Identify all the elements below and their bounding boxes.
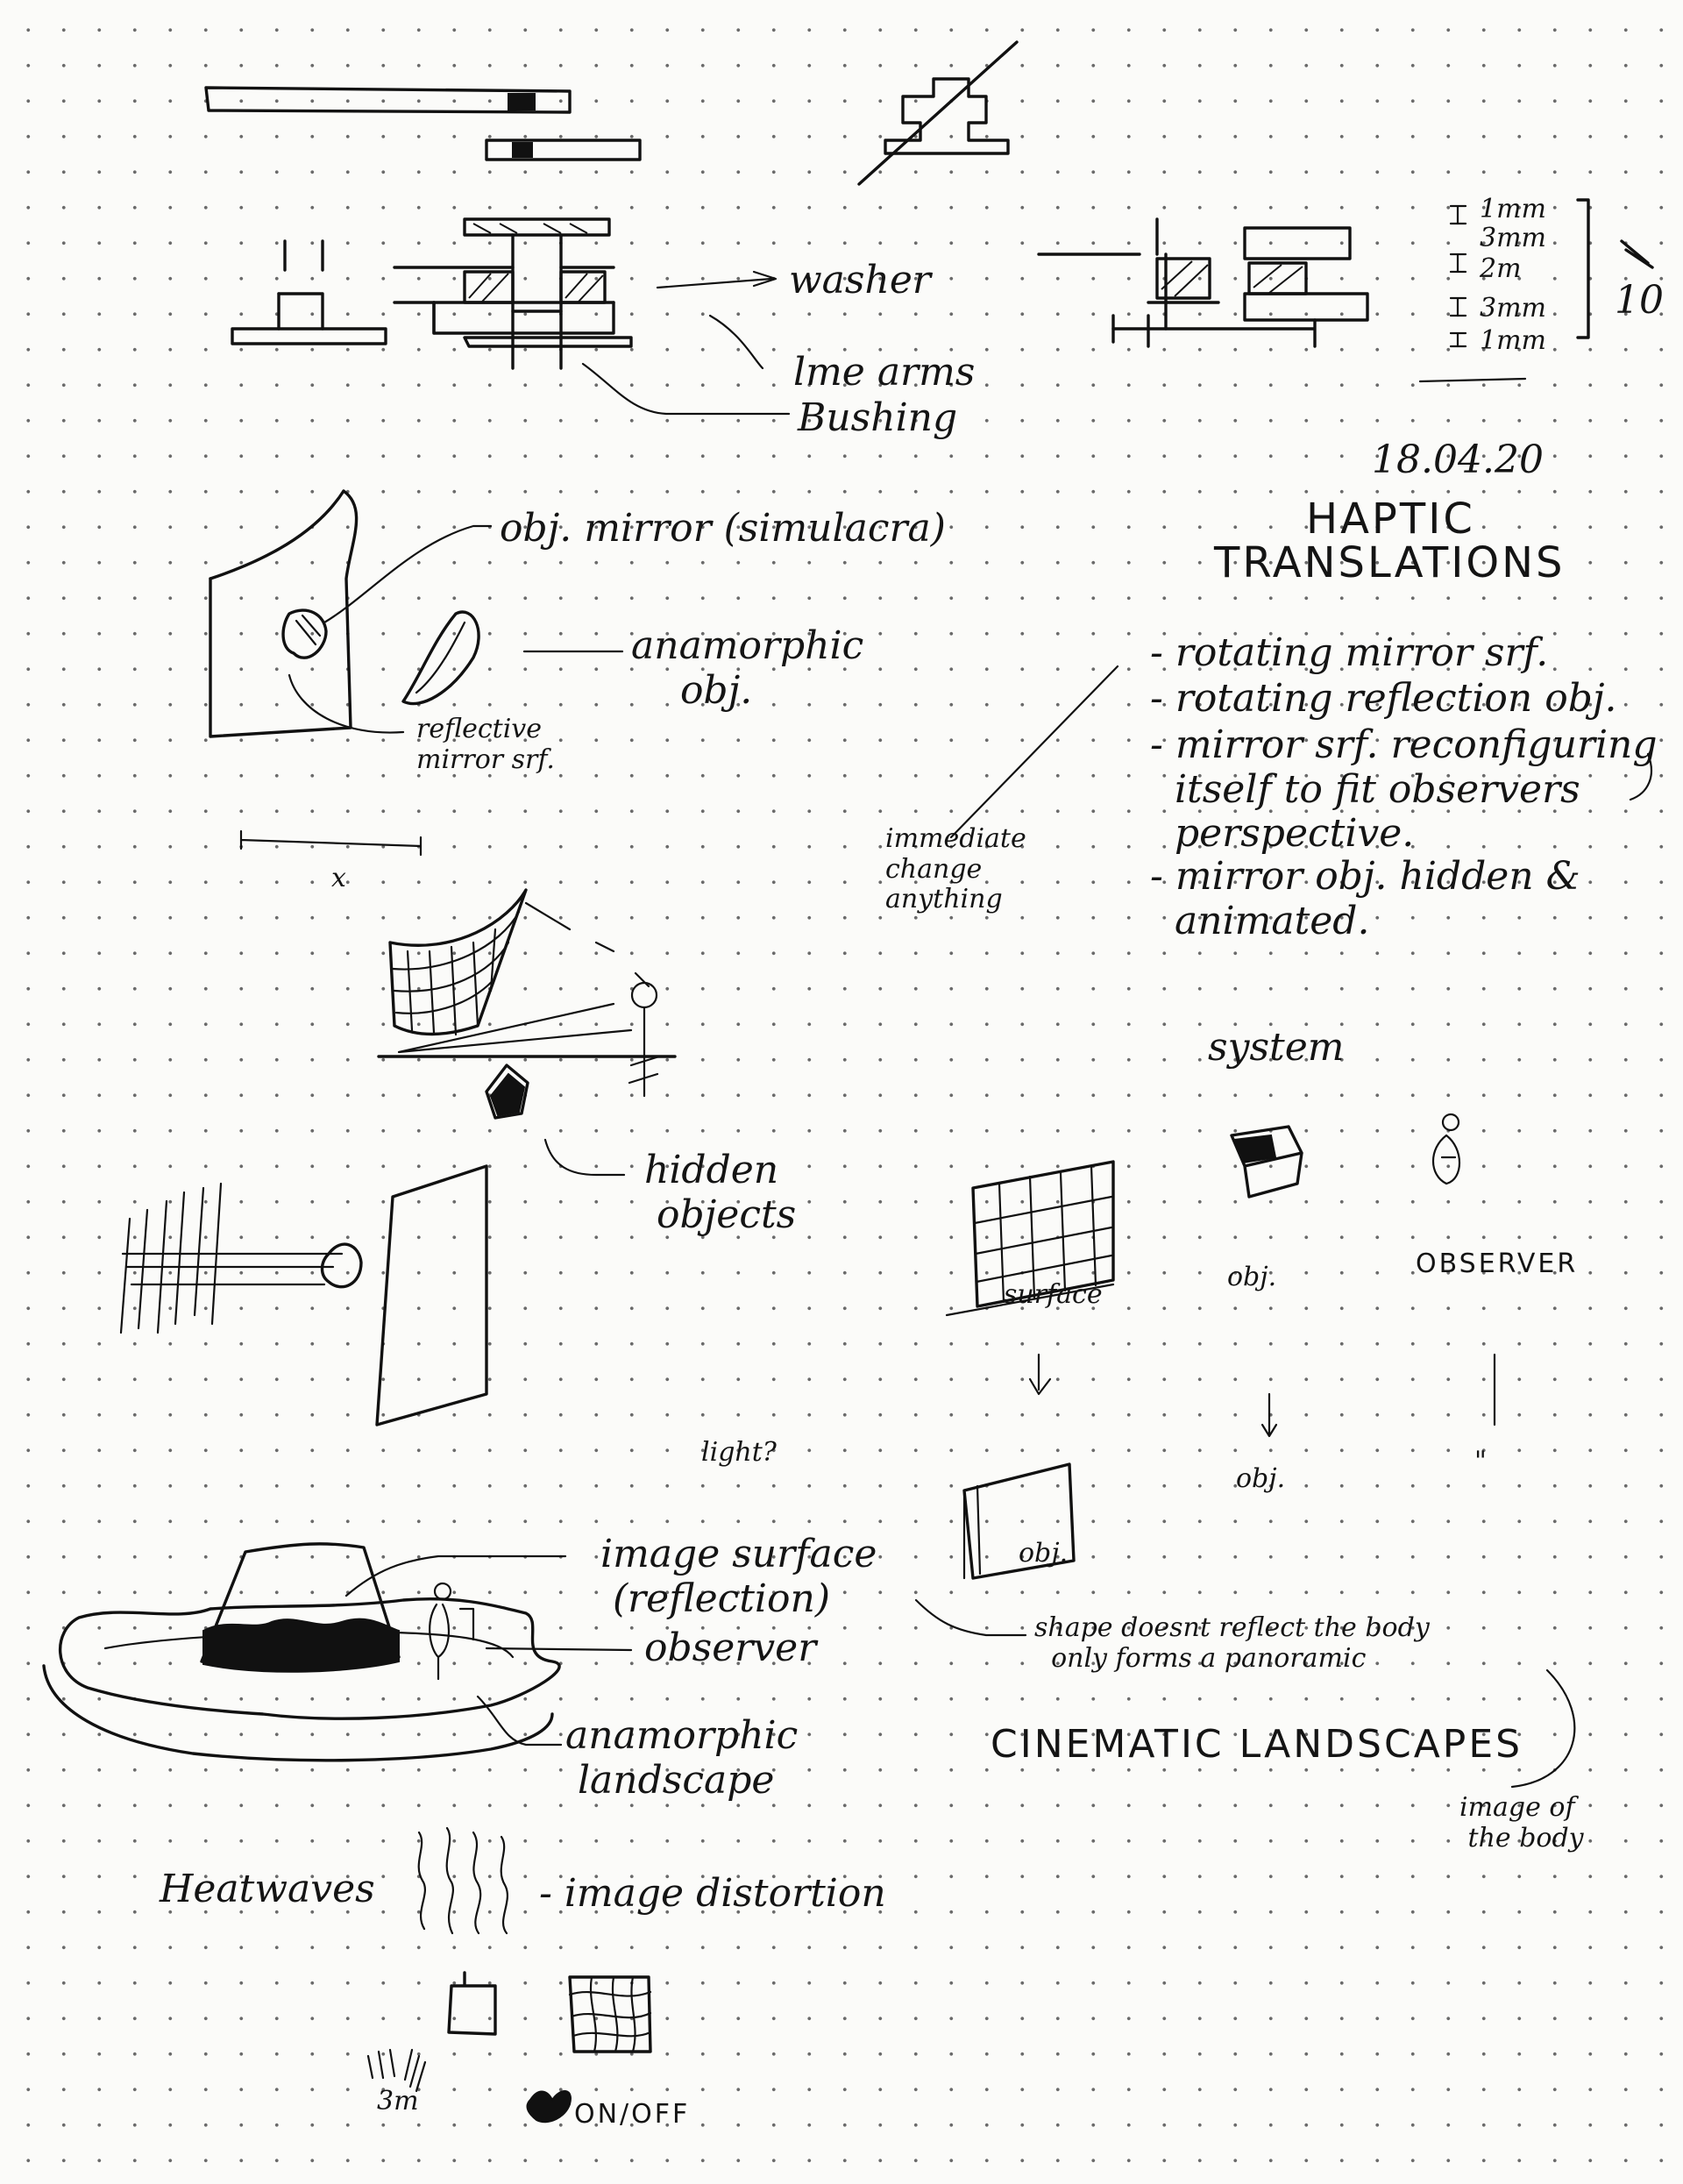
hidden-objects-label: hidden objects bbox=[644, 1148, 797, 1237]
date-label: 18.04.20 bbox=[1372, 438, 1544, 482]
image-of-body-label: image of the body bbox=[1459, 1792, 1584, 1853]
x-dimension-line bbox=[241, 831, 421, 855]
surface-label: surface bbox=[1004, 1279, 1103, 1310]
tiny-label: 3m bbox=[377, 2086, 419, 2116]
image-distortion-label: - image distortion bbox=[539, 1871, 886, 1916]
dim-label-5: 1mm bbox=[1480, 325, 1546, 356]
x-label: x bbox=[331, 863, 346, 893]
list-item-2: - rotating reflection obj. bbox=[1150, 676, 1617, 721]
cinematic-landscapes-label: CINEMATIC LANDSCAPES bbox=[991, 1722, 1523, 1767]
list-item-3: - mirror srf. reconfiguring itself to fit observers perspective. bbox=[1150, 722, 1658, 857]
dim-label-2: 3mm bbox=[1480, 223, 1546, 253]
list-item-1: - rotating mirror srf. bbox=[1150, 630, 1549, 675]
obj-mirror-label: obj. mirror (simulacra) bbox=[500, 506, 946, 551]
washer-dimension-sketch bbox=[1039, 200, 1652, 381]
bushing-label: Bushing bbox=[798, 395, 958, 440]
shape-note-label: shape doesnt reflect the body only forms a panoramic bbox=[1034, 1612, 1430, 1674]
immediate-arrow bbox=[951, 666, 1118, 837]
list-item-4: - mirror obj. hidden & animated. bbox=[1150, 854, 1580, 943]
grid-mirror-sketch bbox=[379, 890, 675, 1175]
heatwaves-label: Heatwaves bbox=[160, 1867, 375, 1911]
reflective-mirror-label: reflective mirror srf. bbox=[416, 714, 555, 775]
quote-mark: " bbox=[1474, 1446, 1487, 1476]
dim-total-label: 10 bbox=[1615, 278, 1664, 323]
anamorphic-obj-label: anamorphic obj. bbox=[631, 623, 864, 713]
onoff-label: ON/OFF bbox=[574, 2099, 691, 2130]
light-label: light? bbox=[701, 1437, 777, 1468]
observer-label: observer bbox=[644, 1626, 817, 1670]
washer-label: washer bbox=[789, 258, 931, 302]
system-diagram bbox=[947, 1114, 1495, 1578]
dim-label-1: 1mm bbox=[1480, 194, 1546, 224]
cross-crossed-out-sketch bbox=[859, 42, 1017, 184]
lme-arms-label: lme arms bbox=[793, 350, 976, 395]
system-label: system bbox=[1208, 1025, 1345, 1070]
image-surface-label: image surface (reflection) bbox=[600, 1532, 877, 1621]
bushing-section-sketch bbox=[232, 219, 789, 414]
dim-label-4: 3mm bbox=[1480, 293, 1546, 324]
obj-label-3: obj. bbox=[1019, 1538, 1069, 1569]
obj-label-2: obj. bbox=[1236, 1463, 1286, 1494]
title-line-1: HAPTIC bbox=[1306, 494, 1475, 544]
projection-sketch bbox=[121, 1166, 486, 1425]
rod-sketch bbox=[206, 88, 640, 160]
obj-label-1: obj. bbox=[1227, 1262, 1277, 1292]
immediate-change-label: immediate change anything bbox=[885, 823, 1026, 914]
anamorphic-landscape-label: anamorphic landscape bbox=[565, 1713, 799, 1803]
observer-caps-label: OBSERVER bbox=[1416, 1249, 1579, 1279]
title-line-2: TRANSLATIONS bbox=[1214, 538, 1566, 587]
dim-label-3: 2m bbox=[1480, 253, 1522, 284]
